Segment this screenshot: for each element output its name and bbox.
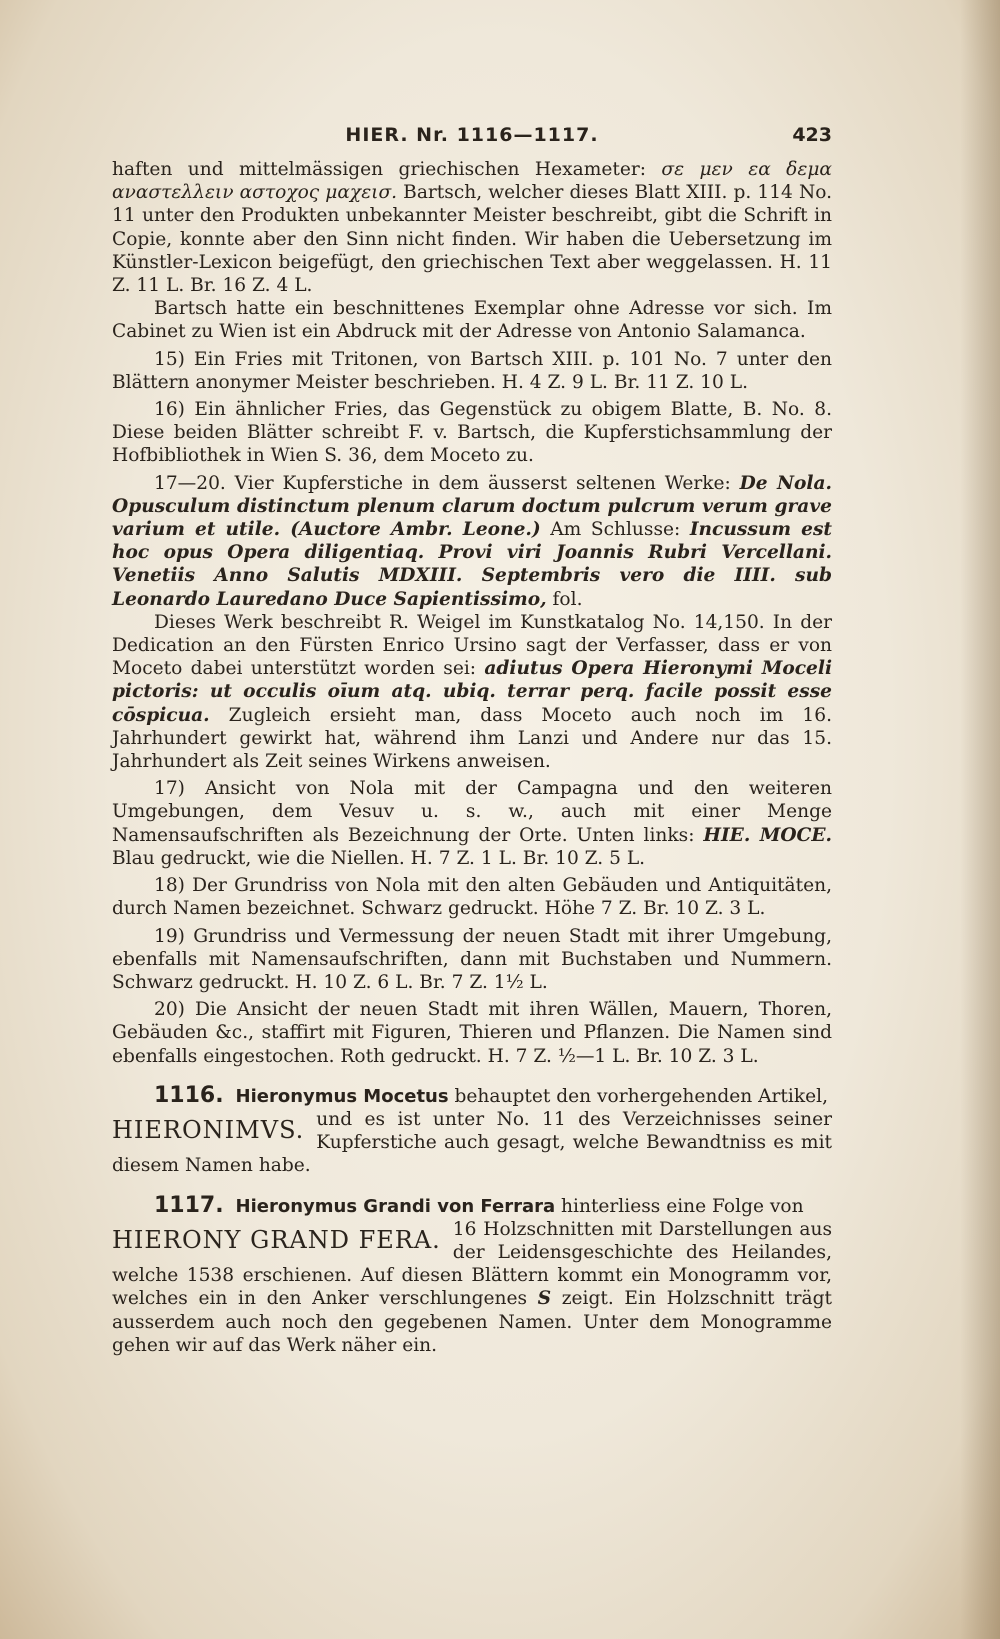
paragraph: 18) Der Grundriss von Nola mit den alten Gebäuden und Antiquitäten, durch Namen bezeichnet. Schwarz gedruckt. Höhe 7 Z. Br. 10 Z. 3 L. bbox=[112, 875, 832, 920]
monogram: HIERONY GRAND FERA. bbox=[112, 1225, 441, 1254]
paragraph: 16) Ein ähnlicher Fries, das Gegenstück zu obigem Blatte, B. No. 8. Diese beiden Blätter schreibt F. v. Bartsch, die Kupferstichsammlung der Hofbibliothek in Wien S. 36, dem Moceto zu. bbox=[112, 399, 832, 467]
paragraph: 15) Ein Fries mit Tritonen, von Bartsch XIII. p. 101 No. 7 unter den Blättern anonymer Meister beschrieben. H. 4 Z. 9 L. Br. 11 Z. 10 L. bbox=[112, 348, 832, 393]
book-title: De Nola. Opusculum distinctum plenum clarum doctum pulcrum verum grave varium et utile. (Auctore Ambr. Leone.) bbox=[112, 472, 832, 541]
artist-name: Hieronymus Mocetus bbox=[235, 1085, 449, 1107]
paragraph: 17) Ansicht von Nola mit der Campagna und den weiteren Umgebungen, dem Vesuv u. s. w., auch mit einer Menge Namensaufschriften als Bezeichnung der Orte. Unten links: HIE. MOCE. Blau gedruckt, wie die Niellen. H. 7 Z. 1 L. Br. 10 Z. 5 L. bbox=[112, 778, 833, 869]
page-text bbox=[112, 118, 832, 1357]
paragraph: haften und mittelmässigen griechischen Hexameter: σε μεν εα δεμα αναστελλειν αστοχος μαχεισ. Bartsch, welcher dieses Blatt XIII. p. 114 No. 11 unter den Produkten unbekannter Meister beschreibt, gibt die Schrift in Copie, konnte aber den Sinn nicht finden. Wir haben die Uebersetzung im Künstler-Lexicon beigefügt, den griechischen Text aber weggelassen. H. 11 Z. 11 L. Br. 16 Z. 4 L. bbox=[112, 159, 832, 297]
page-number: 423 bbox=[792, 124, 832, 146]
dedication-quote: adiutus Opera Hieronymi Moceli pictoris: ut occulis oīum atq. ubiq. terrar perq. facile possit esse cōspicua. bbox=[112, 658, 833, 726]
paragraph: 19) Grundriss und Vermessung der neuen Stadt mit ihrer Umgebung, ebenfalls mit Namensaufschriften, dann mit Buchstaben und Nummern. Schwarz gedruckt. H. 10 Z. 6 L. Br. 7 Z. 1½ L. bbox=[112, 925, 832, 993]
paragraph: Dieses Werk beschreibt R. Weigel im Kunstkatalog No. 14,150. In der Dedication an den Fürsten Enrico Ursino sagt der Verfasser, dass er von Moceto dabei unterstützt worden sei: adiutus Opera Hieronymi Moceli pictoris: ut occulis oīum atq. ubiq. terrar perq. facile possit esse cōspicua. Zugleich ersieht man, dass Moceto auch noch im 16. Jahrhundert gewirkt hat, während ihm Lanzi und Andere nur das 15. Jahrhundert als Zeit seines Wirkens anweisen. bbox=[112, 611, 833, 773]
inscription: HIE. MOCE. bbox=[703, 824, 833, 846]
monogram: HIERONIMVS. bbox=[112, 1115, 305, 1144]
paragraph: 17—20. Vier Kupferstiche in dem äusserst seltenen Werke: De Nola. Opusculum distinctum plenum clarum doctum pulcrum verum grave varium et utile. (Auctore Ambr. Leone.) Am Schlusse: Incussum est hoc opus Opera diligentiaq. Provi viri Joannis Rubri Vercellani. Venetiis Anno Salutis MDXIII. Septembris vero die IIII. sub Leonardo Lauredano Duce Sapientissimo, fol. bbox=[112, 472, 833, 610]
entry-number: 1117. bbox=[154, 1192, 224, 1218]
running-header bbox=[112, 118, 832, 158]
greek-text: σε μεν εα δεμα αναστελλειν αστοχος μαχεισ. bbox=[112, 159, 832, 204]
colophon: Incussum est hoc opus Opera diligentiaq. Provi viri Joannis Rubri Vercellani. Venetiis Anno Salutis MDXIII. Septembris vero die IIII. sub Leonardo Lauredano Duce Sapientissimo, bbox=[112, 519, 833, 610]
entry-1116: 1116. Hieronymus Mocetus behauptet den vorhergehenden Artikel, HIERONIMVS. und es ist unter No. 11 des Verzeichnisses seiner Kupferstiche auch gesagt, welche Bewandtniss es mit diesem Namen habe. bbox=[112, 1082, 832, 1177]
paragraph: 20) Die Ansicht der neuen Stadt mit ihren Wällen, Mauern, Thoren, Gebäuden &c., staffirt mit Figuren, Thieren und Pflanzen. Die Namen sind ebenfalls eingestochen. Roth gedruckt. H. 7 Z. ½—1 L. Br. 10 Z. 3 L. bbox=[112, 999, 832, 1067]
entry-number: 1116. bbox=[154, 1082, 224, 1108]
entry-1117: 1117. Hieronymus Grandi von Ferrara hinterliess eine Folge von HIERONY GRAND FERA. 16 Holzschnitten mit Darstellungen aus der Leidensgeschichte des Heilandes, welche 1538 erschienen. Auf diesen Blättern kommt ein Monogramm vor, welches ein in den Anker verschlungenes S zeigt. Ein Holzschnitt trägt ausserdem auch noch den gegebenen Namen. Unter dem Monogramme gehen wir auf das Werk näher ein. bbox=[112, 1192, 832, 1356]
running-title: HIER. Nr. 1116—1117. bbox=[345, 124, 599, 146]
paragraph: Bartsch hatte ein beschnittenes Exemplar ohne Adresse vor sich. Im Cabinet zu Wien ist ein Abdruck mit der Adresse von Antonio Salamanca. bbox=[112, 298, 832, 343]
artist-name: Hieronymus Grandi von Ferrara bbox=[235, 1195, 556, 1217]
